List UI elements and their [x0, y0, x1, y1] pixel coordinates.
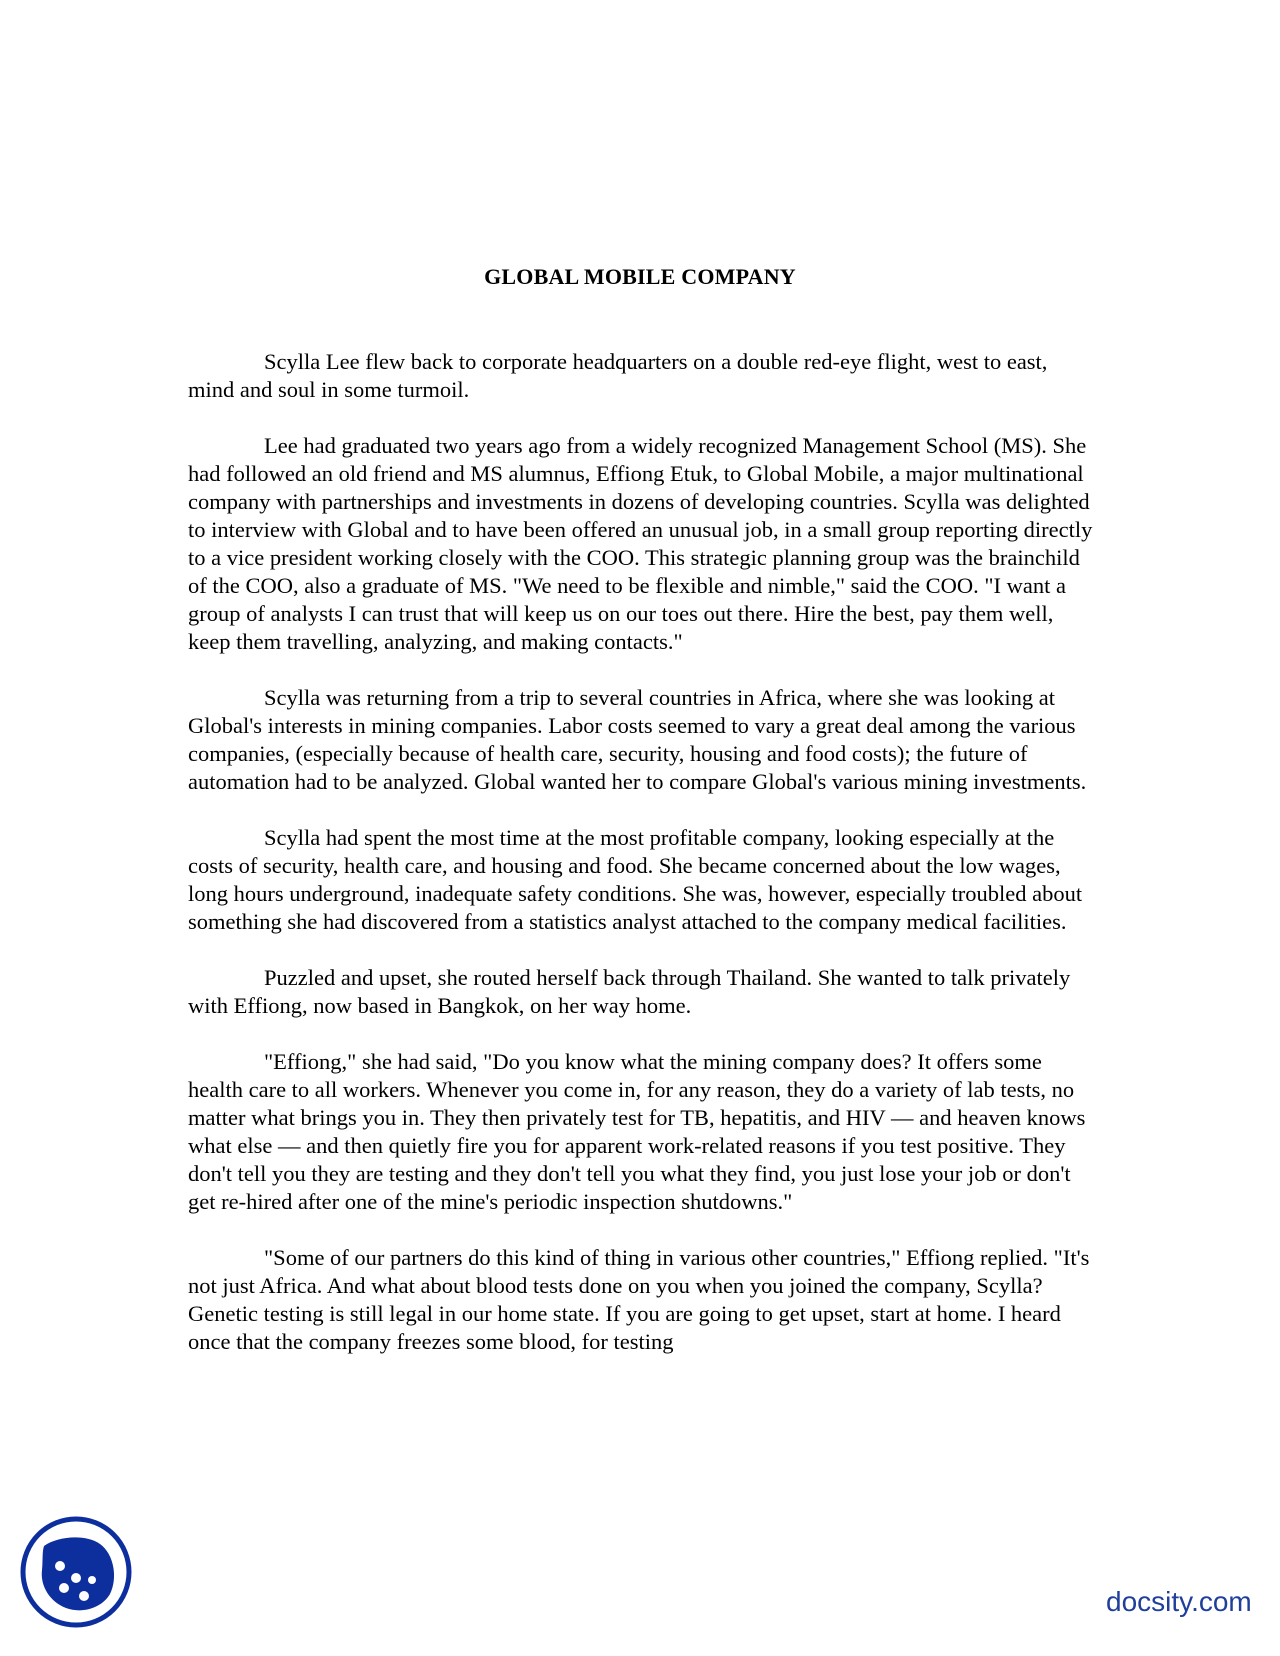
paragraph-4: Scylla had spent the most time at the most profitable company, looking especially at the costs of security, health care, and housing and food. She became concerned about the low wages, long hours underground, inadequate safety conditions. She was, however, especially troubled about something she had discovered from a statistics analyst attached to the company medical facilities. [188, 825, 1083, 934]
paragraph-5: Puzzled and upset, she routed herself back through Thailand. She wanted to talk privately with Effiong, now based in Bangkok, on her way home. [188, 965, 1071, 1018]
document-title: GLOBAL MOBILE COMPANY [484, 264, 796, 289]
paragraph-1: Scylla Lee flew back to corporate headquarters on a double red-eye flight, west to east, mind and soul in some turmoil. [188, 349, 1048, 402]
docsity-brand-link[interactable]: docsity.com [1106, 1586, 1252, 1617]
paragraph-3: Scylla was returning from a trip to several countries in Africa, where she was looking at Global's interests in mining companies. Labor costs seemed to vary a great deal among the various companies, (especially because of health care, security, housing and food costs); the future of automation had to be analyzed. Global wanted her to compare Global's various mining investments. [188, 685, 1087, 794]
paragraph-2: Lee had graduated two years ago from a widely recognized Management School (MS). She had followed an old friend and MS alumnus, Effiong Etuk, to Global Mobile, a major multinational company with partnerships and investments in dozens of developing countries. Scylla was delighted to interview with Global and to have been offered an unusual job, in a small group reporting directly to a vice president working closely with the COO. This strategic planning group was the brainchild of the COO, also a graduate of MS. "We need to be flexible and nimble," said the COO. "I want a group of analysts I can trust that will keep us on our toes out there. Hire the best, pay them well, keep them travelling, analyzing, and making contacts." [188, 433, 1093, 654]
paragraph-7: "Some of our partners do this kind of thing in various other countries," Effiong replied. "It's not just Africa. And what about blood tests done on you when you joined the company, Scylla? Genetic testing is still legal in our home state. If you are going to get upset, start at home. I heard once that the company freezes some blood, for testing [188, 1245, 1090, 1354]
document-body [188, 348, 1098, 1356]
docsity-logo-icon[interactable] [20, 1516, 132, 1628]
paragraph-6: "Effiong," she had said, "Do you know what the mining company does? It offers some health care to all workers. Whenever you come in, for any reason, they do a variety of lab tests, no matter what brings you in. They then privately test for TB, hepatitis, and HIV — and heaven knows what else — and then quietly fire you for apparent work-related reasons if you test positive. They don't tell you they are testing and they don't tell you what they find, you just lose your job or don't get re-hired after one of the mine's periodic inspection shutdowns." [188, 1049, 1086, 1214]
